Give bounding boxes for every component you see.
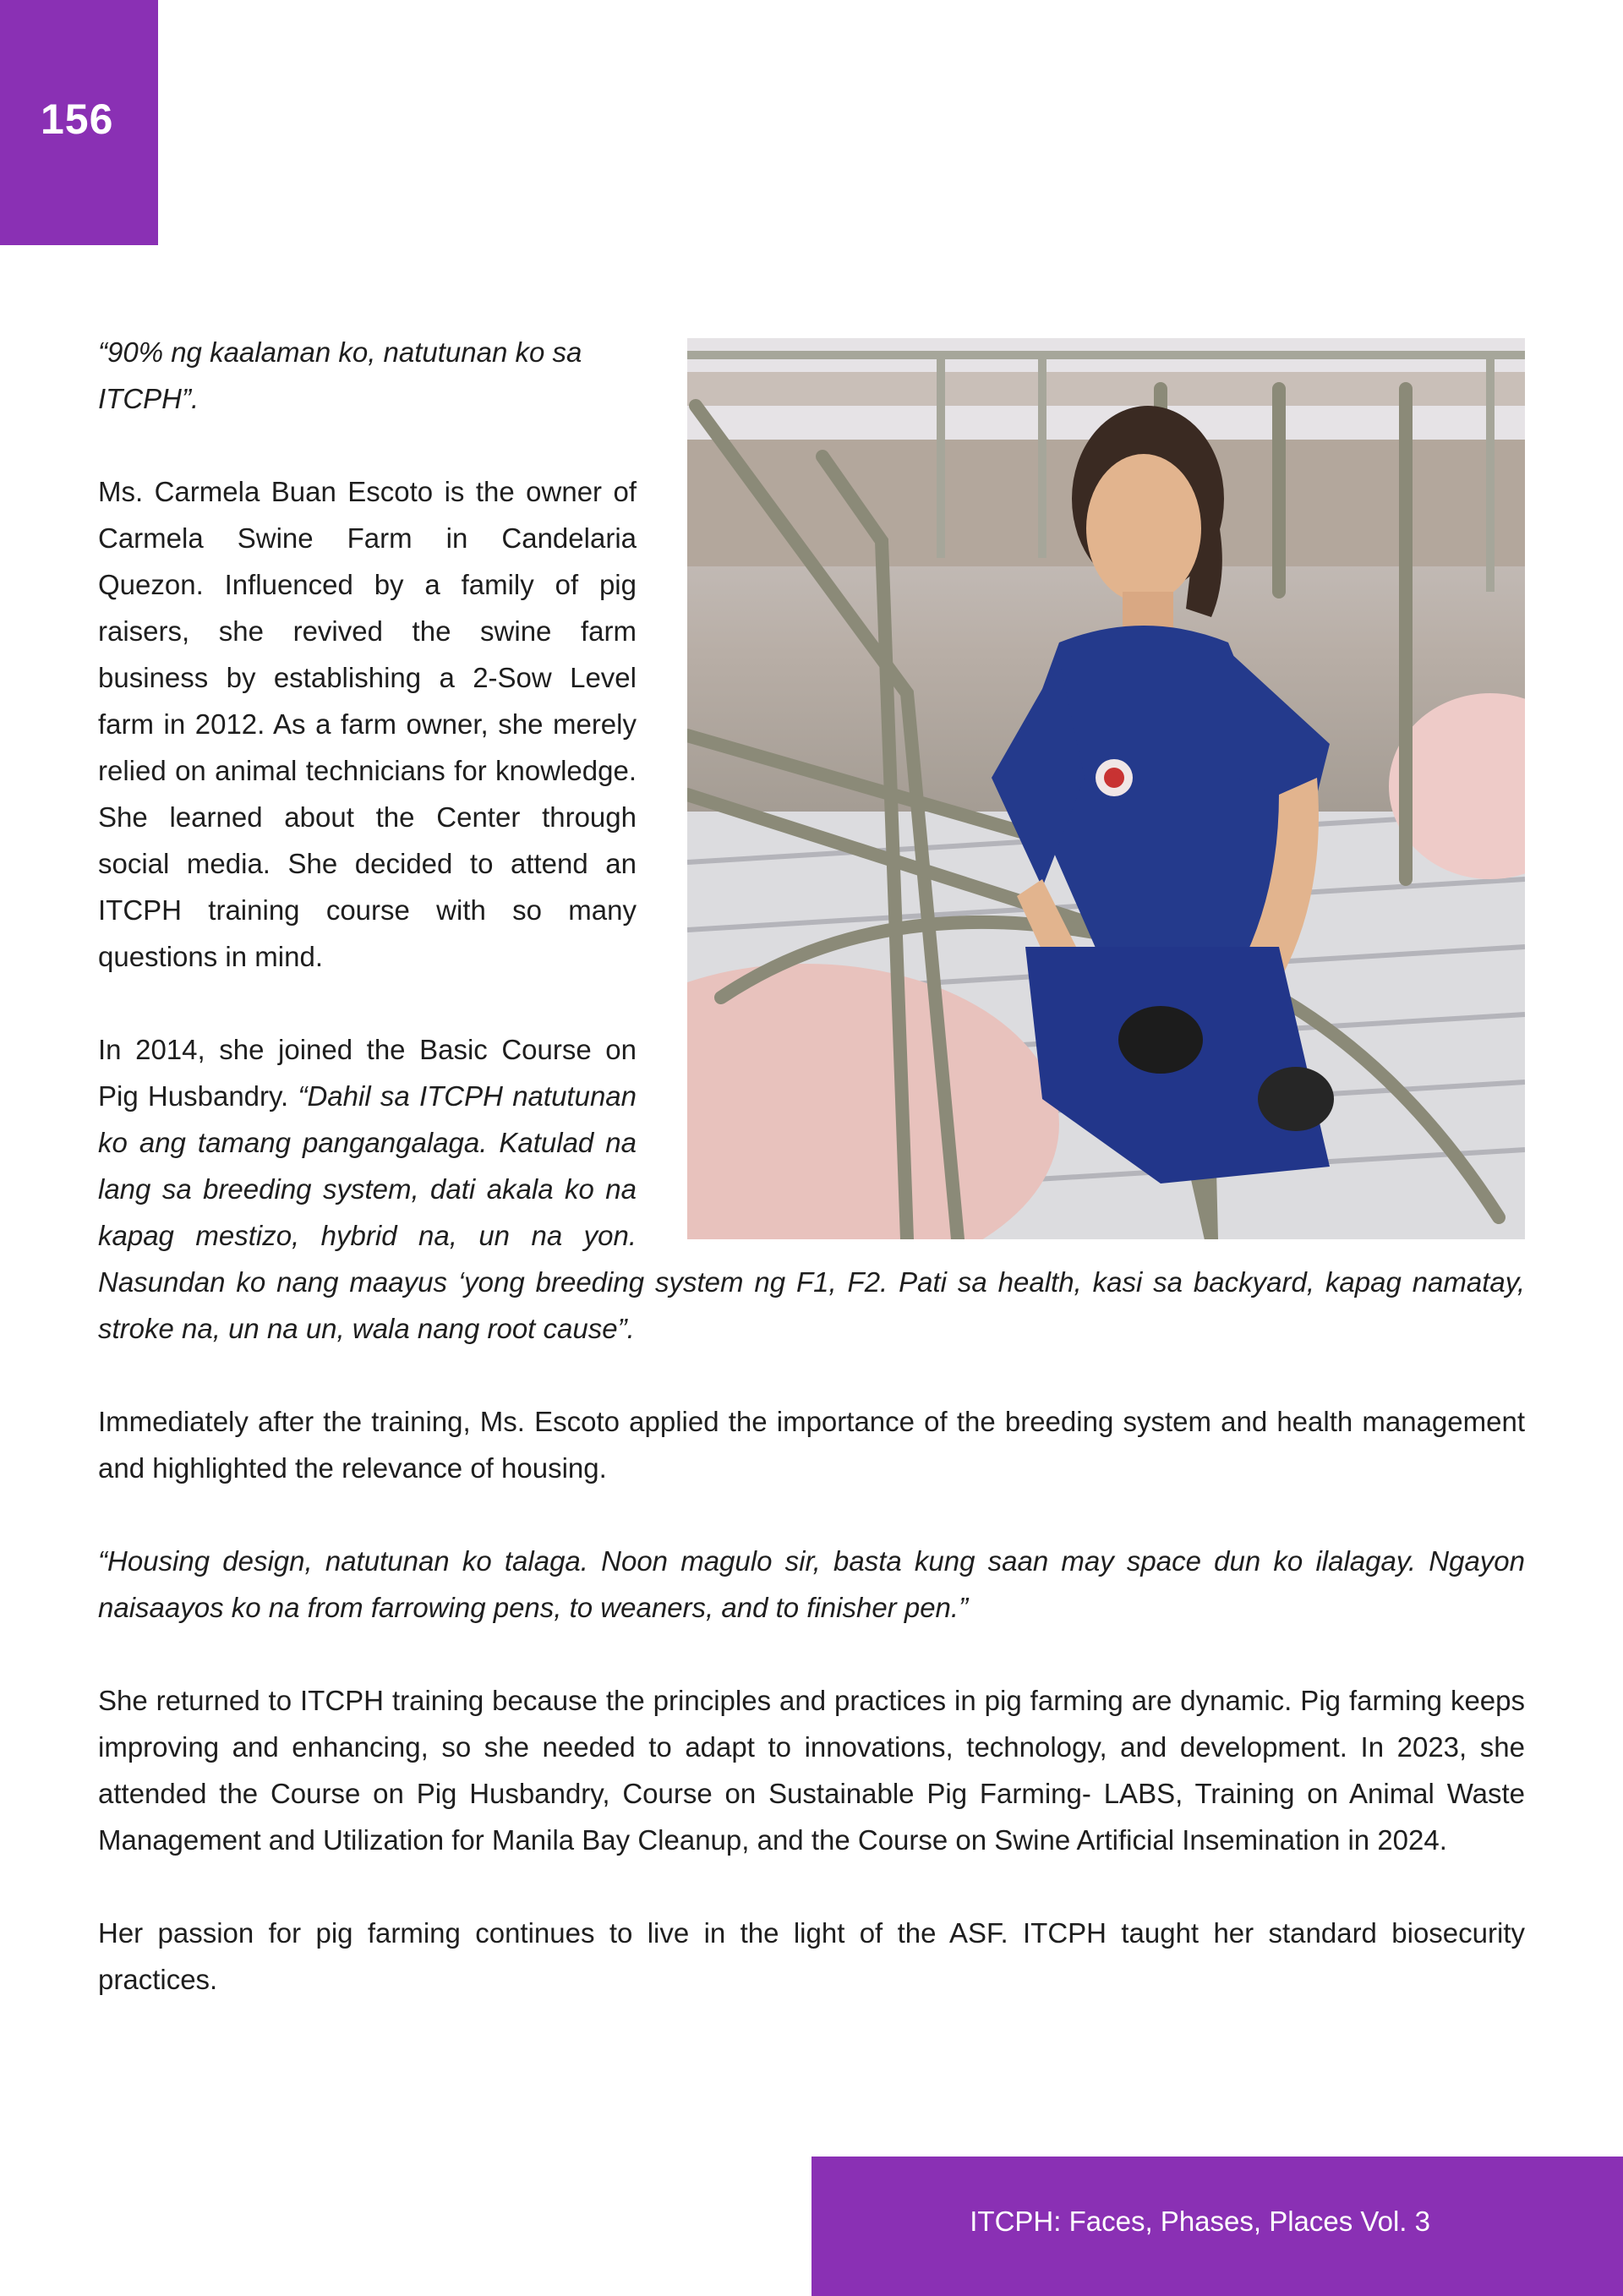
footer-title: ITCPH: Faces, Phases, Places Vol. 3 <box>970 2206 1430 2237</box>
paragraph-basic-course-quote: “Dahil sa ITCPH natutunan ko ang tamang pangangalaga. Katulad na lang sa breeding system, dati akala ko na kapag mestizo, hybrid na, un na yon. Nasundan ko nang maayus ‘yong breeding system ng F1, F2. Pati sa health, kasi sa backyard, kapag namatay, stroke na, un na un, wala nang root cause”. <box>98 1080 1525 1344</box>
farmer-photo-illustration <box>687 338 1525 1239</box>
intro-quote: “90% ng kaalaman ko, natutunan ko sa ITCPH”. <box>98 336 582 414</box>
paragraph-basic-course-text: In 2014, she joined the Basic Course on Pig Husbandry. <box>98 1034 637 1112</box>
page-number: 156 <box>41 96 114 143</box>
footer-bar <box>812 2157 1623 2296</box>
paragraph-after-training: Immediately after the training, Ms. Escoto applied the importance of the breeding system and health management and highlighted the relevance of housing. <box>98 1406 1525 1484</box>
farmer-photo <box>687 338 1525 1239</box>
paragraph-owner-background: Ms. Carmela Buan Escoto is the owner of Carmela Swine Farm in Candelaria Quezon. Influenced by a family of pig raisers, she revived the swine farm business by establishing a 2-Sow Level farm in 2012. As a farm owner, she merely relied on animal technicians for knowledge. She learned about the Center through social media. She decided to attend an ITCPH training course with so many questions in mind. <box>98 476 637 972</box>
paragraph-passion: Her passion for pig farming continues to live in the light of the ASF. ITCPH taught her standard biosecurity practices. <box>98 1917 1525 1995</box>
housing-quote: “Housing design, natutunan ko talaga. Noon magulo sir, basta kung saan may space dun ko ilalagay. Ngayon naisaayos ko na from farrowing pens, to weaners, and to finisher pen.” <box>98 1545 1525 1623</box>
page-number-box <box>0 0 158 245</box>
article-body <box>98 329 1525 2003</box>
paragraph-returned-training: She returned to ITCPH training because the principles and practices in pig farming are dynamic. Pig farming keeps improving and enhancing, so she needed to adapt to innovations, technology, and development. In 2023, she attended the Course on Pig Husbandry, Course on Sustainable Pig Farming- LABS, Training on Animal Waste Management and Utilization for Manila Bay Cleanup, and the Course on Swine Artificial Insemination in 2024. <box>98 1685 1525 1856</box>
